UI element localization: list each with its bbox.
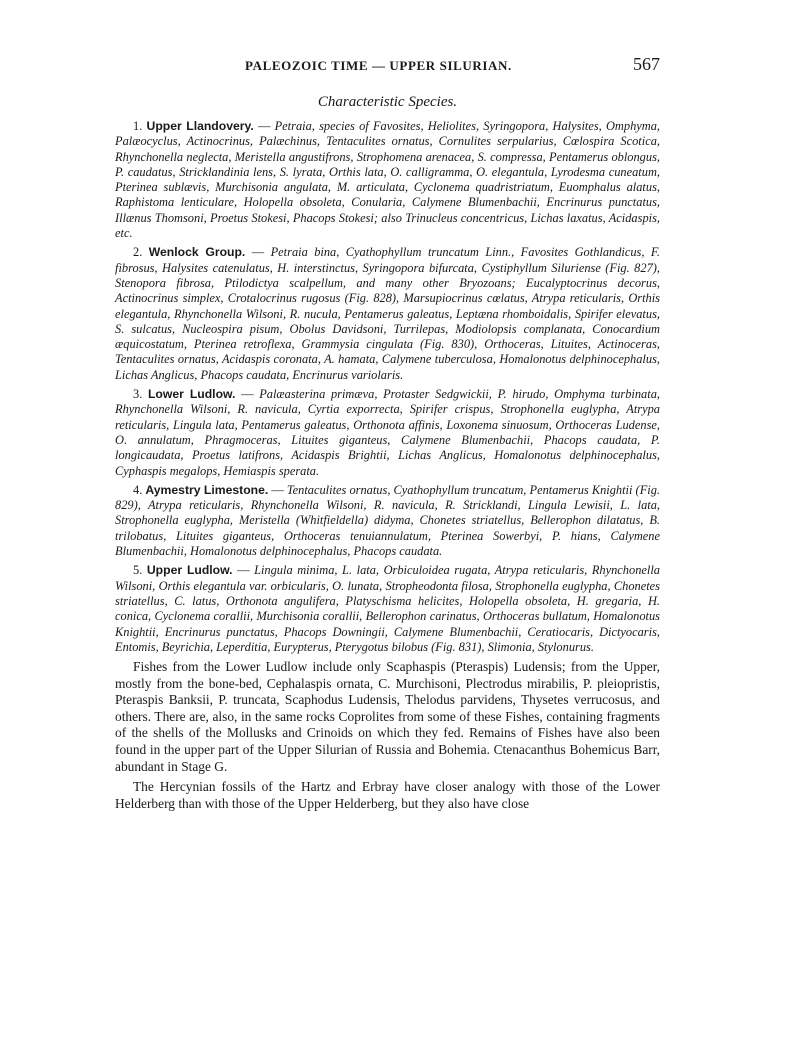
- entry-species-list: Palæasterina primæva, Protaster Sedgwickii, P. hirudo, Omphyma turbinata, Rhynchonella Wilsoni, R. navicula, Cyrtia exporrecta, Spirifer crispus, Strophonella euglypha, Atrypa reticularis, Lingula lata, Pentamerus galeatus, Orthonota affinis, Loxonema sinuosum, Orthoceras Ludense, O. annulatum, Phragmoceras, Lituites giganteus, Calymene Blumenbachii, Phacops caudata, P. longicaudata, Proetus latifrons, Acidaspis Brightii, Lichas Anglicus, Homalonotus delphinocephalus, Cyphaspis megalops, Hemiaspis sperata.: [115, 387, 660, 478]
- entry-number: 3.: [133, 387, 143, 402]
- entry-dash: —: [235, 387, 260, 402]
- page-header: [115, 54, 660, 84]
- entry-dash: —: [268, 482, 287, 497]
- entry-species-list: Petraia, species of Favosites, Heliolites, Syringopora, Halysites, Omphyma, Palæocyclus, Actinocrinus, Palæchinus, Tentaculites ornatus, Cornulites serpularius, Cœlospira Scotica, Rhynchonella neglecta, Meristella angustifrons, Strophomena arenacea, S. compressa, Pentamerus oblongus, P. caudatus, Stricklandinia lens, S. lyrata, Orthis lata, O. calligramma, O. elegantula, Lyrodesma cuneatum, Pterinea sublævis, Murchisonia angulata, M. articulata, Cyclonema quadristriatum, Euomphalus alatus, Raphistoma lenticulare, Holopella obsoleta, Conularia, Calymene Blumenbachii, Encrinurus punctatus, Illænus Thomsoni, Proetus Stokesi, Phacops Stokesi; also Trinucleus concentricus, Lichas laxatus, Acidaspis, etc.: [115, 119, 660, 241]
- entry-heading: Upper Ludlow.: [146, 563, 233, 578]
- entry-number: 4.: [133, 482, 143, 497]
- entry-species-list: Lingula minima, L. lata, Orbiculoidea rugata, Atrypa reticularis, Rhynchonella Wilsoni, Orthis elegantula var. orbicularis, O. lunata, Stropheodonta filosa, Strophonella euglypha, Chonetes striatellus, C. latus, Orthonota angulifera, Platyschisma helicites, Holopella obsoleta, H. gregaria, H. conica, Cyclonema corallii, Murchisonia corallii, Bellerophon carinatus, Orthoceras bullatum, Homalonotus Knightii, Encrinurus punctatus, Phacops Downingii, Calymene Blumenbachii, Ceratiocaris, Dictyocaris, Entomis, Beyrichia, Leperditia, Eurypterus, Pterygotus bilobus (Fig. 831), Slimonia, Stylonurus.: [115, 563, 660, 654]
- entry-species-list: Petraia bina, Cyathophyllum truncatum Linn., Favosites Gothlandicus, F. fibrosus, Halysites catenulatus, H. interstinctus, Syringopora bifurcata, Cystiphyllum Siluriense (Fig. 827), Stenopora fibrosa, Ptilodictya scalpellum, and many other Bryozoans; Eucalyptocrinus decorus, Actinocrinus simplex, Crotalocrinus rugosus (Fig. 828), Marsupiocrinus cœlatus, Atrypa reticularis, Orthis elegantula, Rhynchonella Wilsoni, R. nucula, Pentamerus galeatus, Leptæna rhomboidalis, Spirifer elevatus, S. sulcatus, Nucleospira pisum, Obolus Davidsoni, Turrilepas, Modiolopsis complanata, Conocardium æquicostatum, Pterinea retroflexa, Grammysia cingulata (Fig. 830), Orthoceras, Lituites, Actinoceras, Tentaculites ornatus, Acidaspis coronata, A. hamata, Calymene tuberculosa, Homalonotus delphinocephalus, Lichas Anglicus, Phacops caudata, Encrinurus variolaris.: [115, 245, 660, 382]
- entry-heading: Aymestry Limestone.: [145, 482, 269, 497]
- entry-species-list: Tentaculites ornatus, Cyathophyllum truncatum, Pentamerus Knightii (Fig. 829), Atrypa reticularis, Rhynchonella Wilsoni, R. navicula, R. Stricklandi, Lingula Lewisii, L. lata, Strophonella euglypha, Meristella (Whitfieldella) didyma, Chonetes striatellus, Bellerophon dilatatus, B. trilobatus, Lituites giganteus, Orthoceras tenuiannulatum, Pterinea Sowerbyi, P. hians, Calymene Blumenbachii, Homalonotus delphinocephalus, Phacops caudata.: [115, 482, 660, 559]
- entry-dash: —: [232, 563, 255, 578]
- species-entry: [115, 563, 660, 655]
- body-paragraph: Fishes from the Lower Ludlow include only Scaphaspis (Pteraspis) Ludensis; from the Upper, mostly from the bone-bed, Cephalaspis ornata, C. Murchisoni, Plectrodus mirabilis, P. pleiopristis, Pteraspis Banksii, P. truncata, Scaphodus Ludensis, Thelodus parvidens, Thysetes verrucosus, and others. There are, also, in the same rocks Coprolites from some of these Fishes, containing fragments of the shells of the Mollusks and Crinoids on which they fed. Remains of Fishes have also been found in the upper part of the Upper Silurian of Russia and Bohemia. Ctenacanthus Bohemicus Barr, abundant in Stage G.: [115, 659, 660, 774]
- section-title: Characteristic Species.: [317, 94, 458, 110]
- page: [115, 54, 660, 816]
- species-entry: [115, 245, 660, 383]
- page-number: 567: [633, 54, 660, 74]
- species-entry: [115, 483, 660, 559]
- entry-heading: Wenlock Group.: [148, 245, 246, 260]
- entry-dash: —: [253, 119, 275, 133]
- entry-heading: Upper Llandovery.: [146, 119, 254, 133]
- entry-heading: Lower Ludlow.: [147, 387, 236, 402]
- entry-number: 5.: [133, 563, 143, 578]
- entry-number: 2.: [133, 245, 143, 260]
- body-paragraph: The Hercynian fossils of the Hartz and Erbray have closer analogy with those of the Lower Helderberg than with those of the Upper Helderberg, but they also have close: [115, 779, 660, 811]
- entry-number: 1.: [133, 119, 143, 133]
- entry-dash: —: [245, 245, 271, 260]
- running-title: PALEOZOIC TIME — UPPER SILURIAN.: [245, 58, 512, 73]
- species-entry: [115, 387, 660, 479]
- species-entry: [115, 119, 660, 241]
